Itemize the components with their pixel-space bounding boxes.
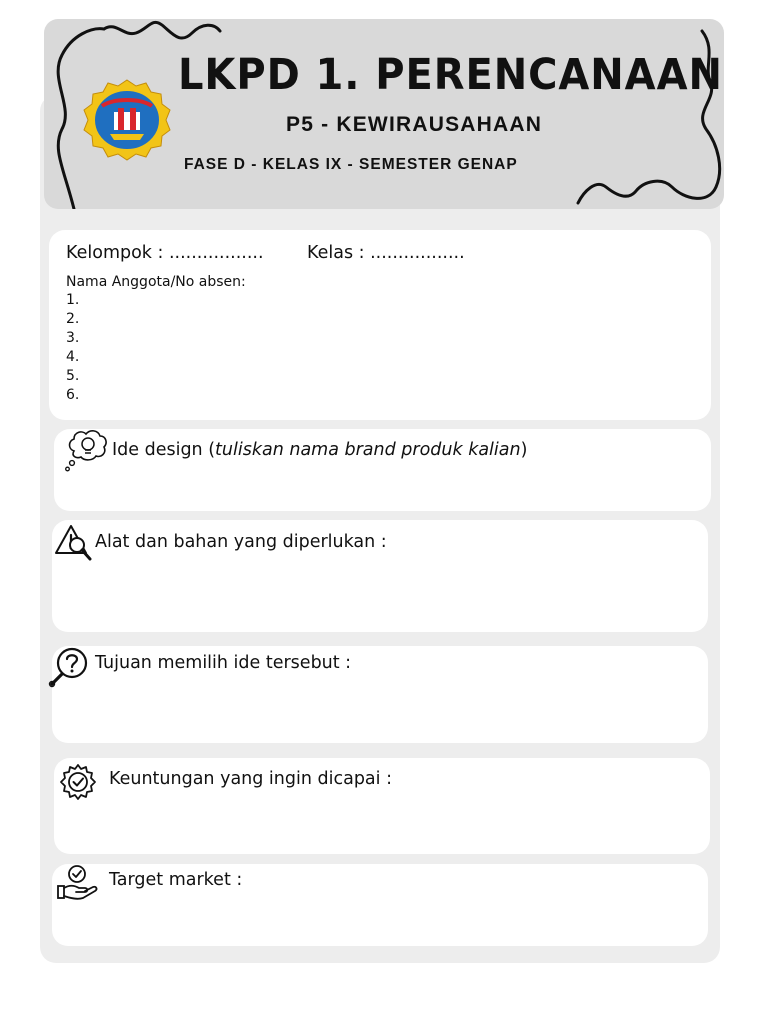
kelas-field[interactable]: Kelas : ................. <box>307 243 465 263</box>
school-emblem-icon <box>80 78 174 162</box>
member-number: 6. <box>66 387 80 403</box>
target-market-card[interactable] <box>52 864 708 946</box>
profit-label: Keuntungan yang ingin dicapai : <box>109 769 392 789</box>
page-subtitle: P5 - KEWIRAUSAHAAN <box>286 113 543 136</box>
member-number: 5. <box>66 368 80 384</box>
gear-check-icon <box>58 762 98 802</box>
design-idea-label <box>112 440 527 460</box>
member-number: 2. <box>66 311 80 327</box>
question-magnifier-icon <box>48 646 92 688</box>
goal-label: Tujuan memilih ide tersebut : <box>95 653 352 673</box>
header-banner <box>44 19 724 209</box>
goal-card[interactable] <box>52 646 708 743</box>
member-list-label: Nama Anggota/No absen: <box>66 274 246 290</box>
target-market-label: Target market : <box>109 870 243 890</box>
member-number: 1. <box>66 292 80 308</box>
kelompok-field[interactable]: Kelompok : ................. <box>66 243 264 263</box>
hand-check-icon <box>55 864 99 904</box>
design-idea-prefix: Ide design ( <box>112 440 216 460</box>
design-idea-card[interactable] <box>54 429 711 511</box>
lightbulb-thought-icon <box>64 429 112 473</box>
design-idea-hint: tuliskan nama brand produk kalian <box>215 440 521 460</box>
member-number: 3. <box>66 330 80 346</box>
page-title: LKPD 1. PERENCANAAN <box>178 50 723 100</box>
tools-materials-card[interactable] <box>52 520 708 632</box>
member-number: 4. <box>66 349 80 365</box>
warning-magnifier-icon <box>53 523 93 563</box>
phase-class-semester: FASE D - KELAS IX - SEMESTER GENAP <box>184 156 518 173</box>
design-idea-suffix: ) <box>520 440 528 460</box>
tools-materials-label: Alat dan bahan yang diperlukan : <box>95 532 387 552</box>
profit-card[interactable] <box>54 758 710 854</box>
group-info-card <box>49 230 711 420</box>
